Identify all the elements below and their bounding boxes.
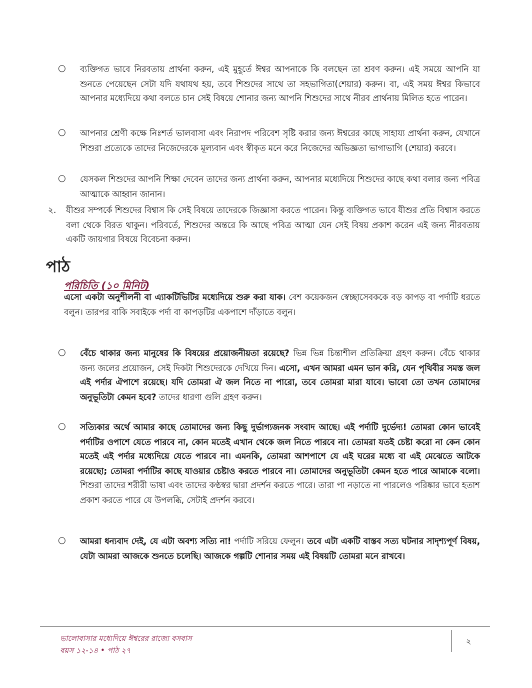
- footer-line-1: ভালোবাসার মধ্যেদিয়ে ঈশ্বরের রাজ্যে বসবাস: [60, 634, 192, 643]
- intro-paragraph: [64, 290, 480, 319]
- bullet-item: [58, 420, 480, 508]
- bullet-text: [80, 346, 480, 404]
- answer-text: ভিন্ন ভিন্ন চিন্তাশীল প্রতিক্রিয়া গ্রহণ করুন। বেঁচে থাকার জন্য জলের প্রয়োজন, সেই দিকটা শিশুদেরকে দেখিয়ে দিন।: [80, 348, 480, 373]
- circle-bullet-icon: ○: [58, 536, 66, 546]
- bullet-text: [80, 534, 480, 563]
- circle-bullet-icon: ○: [58, 64, 66, 74]
- circle-bullet-icon: ○: [58, 174, 66, 184]
- bullet-text: ব্যক্তিগত ভাবে নিরবতায় প্রার্থনা করুন, এই মুহূর্তে ঈশ্বর আপনাকে কি বলছেন তা শ্রবণ করুন। এই সময়ে আপনি যা শুনতে পেয়েছেন সেটা যদি যথাযথ হয়, তবে শিশুদের সাথে তা সহভাগিতা(শেয়ার) করুন। বা, এই সময় ঈশ্বর কিভাবে আপনার মধ্যেদিয়ে কথা বলতে চান সেই বিষয়ে শোনার জন্য আপনি শিশুদের সাথে নীরব প্রার্থনায় মিলিত হতে পারেন।: [80, 64, 480, 104]
- question-text: তবে এটা একটি বাস্তব সত্য ঘটনার সাদৃশ্যপূর্ণ বিষয়, যেটা আমরা আজকে শুনতে চলেছি। আজকে গল্পটি শোনার সময় এই বিষয়টি তোমরা মনে রাখবে।: [80, 536, 481, 561]
- intro-bold-text: এসো একটা অনুশীলনী বা এ্যাকটিভিটির মধ্যেদিয়ে শুরু করা যাক।: [64, 292, 286, 302]
- circle-bullet-icon: ○: [58, 128, 66, 138]
- circle-bullet-icon: ○: [58, 348, 66, 358]
- bullet-text: [80, 420, 480, 508]
- footer-separator: [451, 630, 452, 652]
- answer-text: শিশুরা তাদের শরীরী ভাষা এবং তাদের কণ্ঠস্বর দ্বারা প্রদর্শন করতে পারে। তারা পা নড়াতে না পারলেও পরিষ্কার ভাবে হতাশ প্রকাশ করতে পারে যে উপলব্ধি, সেটাই প্রদর্শন করবে।: [80, 480, 480, 505]
- answer-text: পর্দাটি সরিয়ে ফেলুন।: [231, 536, 304, 546]
- bullet-item: [58, 172, 480, 201]
- bullet-item: [58, 126, 480, 155]
- bullet-item: [58, 346, 480, 404]
- numbered-text: যীশুর সম্পর্কে শিশুদের বিশ্বাস কি সেই বিষয়ে তাদেরকে জিজ্ঞাসা করতে পারেন। কিন্তু ব্যক্তিগত ভাবে যীশুর প্রতি বিশ্বাস করতে বলা থেকে বিরত থাকুন। পরিবর্তে, শিশুদের অন্তরে কি আছে পবিত্র আত্মা যেন সেই বিষয় প্রকাশ করেন এই জন্য নীরবতায় একটি জায়গার বিষয়ে বিবেচনা করুন।: [66, 205, 480, 245]
- intro-text: বেশ কয়েকজন স্বেচ্ছাসেবককে বড় কাপড় বা পর্দাটি ধরতে বলুন। তারপর বাকি সবাইকে পর্দা বা কাপড়টির একপাশে দাঁড়াতে বলুন।: [64, 292, 480, 317]
- page-number: ২: [466, 637, 472, 646]
- question-text: এসো, এখন আমরা এমন ভান করি, যেন পৃথিবীর সমস্ত জল এই পর্দার ঐপাশে রয়েছে। যদি তোমরা ঐ জল নিতে না পারো, তবে তোমরা মারা যাবে। ভাবো তো তখন তোমাদের অনুভূতিটা কেমন হবে?: [80, 362, 480, 402]
- bullet-text: যেসকল শিশুদের আপনি শিক্ষা দেবেন তাদের জন্য প্রার্থনা করুন, আপনার মধ্যেদিয়ে শিশুদের কাছে কথা বলার জন্য পবিত্র আত্মাকে আহ্বান জানান।: [80, 174, 480, 199]
- footer-divider: [40, 626, 490, 627]
- answer-text: তাদের ধারণা গুলি গ্রহণ করুন।: [156, 391, 262, 402]
- question-text: সত্যিকার অর্থে আমার কাছে তোমাদের জন্য কিছু দুর্ভাগ্যজনক সংবাদ আছে। এই পর্দাটি দুর্ভেদ্য! তোমরা কোন ভাবেই পর্দাটির ওপাশে যেতে পারবে না, কোন মতেই এখান থেকে জল নিতে পারবে না। তোমরা যতই চেষ্টা করো না কেন কোন মতেই এই পর্দার মধ্যেদিয়ে যেতে পারবে না। এমনকি, তোমরা আশপাশে যে এই ঘরের মধ্যে বা এই মেঝেতে আটকে রয়েছো; তোমরা পর্দাটির কাছে যাওয়ার চেষ্টাও করতে পারবে না। তোমাদের অনুভূতিটা কেমন হতে পারে আমাকে বলো।: [80, 422, 480, 476]
- bullet-item: [58, 534, 481, 563]
- question-text: বেঁচে থাকার জন্য মানুষের কি বিষয়ের প্রয়োজনীয়তা রয়েছে?: [80, 348, 290, 358]
- footer-title: [60, 633, 192, 657]
- question-text: আমরা ধন্যবাদ দেই, যে এটা অবশ্য সত্যি না!: [80, 536, 232, 546]
- circle-bullet-icon: ○: [58, 422, 66, 432]
- footer-line-2: বয়স ১২-১৪ • পাঠ ২৭: [60, 646, 131, 655]
- section-heading: পাঠ: [46, 257, 71, 276]
- item-number: ২.: [48, 205, 57, 215]
- bullet-item: [58, 62, 480, 106]
- numbered-item: [48, 203, 480, 247]
- section-subheading: পরিচিতি (১০ মিনিট): [64, 281, 150, 292]
- bullet-text: আপনার শ্রেণী কক্ষে নিঃশর্ত ভালবাসা এবং নিরাপদ পরিবেশ সৃষ্টি করার জন্য ঈশ্বরের কাছে সাহায্য প্রার্থনা করুন, যেখানে শিশুরা প্রত্যেকে তাদের নিজেদেরকে মূল্যবান এবং স্বীকৃত মনে করে নিজেদের অভিজ্ঞতা ভাগাভাগি (শেয়ার) করবে।: [80, 128, 480, 153]
